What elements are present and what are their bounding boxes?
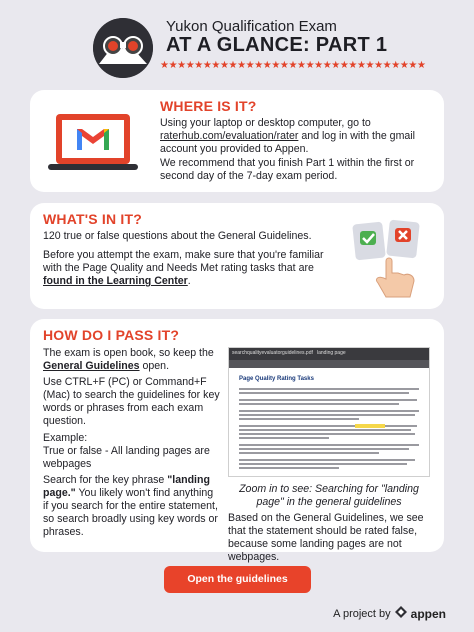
whats-paragraph-2: [43, 249, 333, 288]
binoculars-logo-icon: [93, 18, 153, 78]
example-text: True or false - All landing pages are webpages: [43, 445, 210, 470]
where-heading: WHERE IS IT?: [160, 98, 257, 114]
pass-text-a: The exam is open book, so keep the: [43, 347, 214, 359]
screenshot-heading: Page Quality Rating Tasks: [239, 376, 314, 382]
pass-text-d: You likely won't find anything if you search for the entire statement, so search broadly using key words or phrases.: [43, 487, 218, 538]
learning-center-link[interactable]: found in the Learning Center: [43, 275, 188, 287]
landing-page-phrase: "landing page.": [43, 474, 210, 499]
pass-text-b: open.: [139, 360, 170, 372]
appen-logo-icon: [395, 606, 407, 621]
screenshot-text-lines: [239, 388, 423, 474]
laptop-gmail-icon: [46, 112, 140, 181]
pass-paragraph-5: Based on the General Guidelines, we see that the statement should be rated false, because some landing pages are not webpages.: [228, 512, 424, 563]
guidelines-screenshot: [228, 347, 430, 477]
pass-card: [30, 319, 444, 563]
open-guidelines-button[interactable]: Open the guidelines: [164, 566, 311, 593]
true-false-hand-icon: [348, 217, 426, 306]
header: [0, 0, 474, 84]
raterhub-link[interactable]: raterhub.com/evaluation/rater: [160, 130, 299, 142]
whats-text-b: .: [187, 275, 191, 287]
whats-card: [30, 203, 444, 309]
screenshot-tab: searchqualityevaluatorguidelines.pdf: [232, 350, 313, 356]
screenshot-searchbar: [229, 360, 429, 368]
screenshot-search-term: landing page: [317, 350, 346, 356]
page-title: AT A GLANCE: PART 1: [166, 34, 388, 56]
whats-text-a: Before you attempt the exam, make sure that you're familiar with the Page Quality and Needs Met rating tasks that are: [43, 249, 324, 274]
whats-heading: WHAT'S IN IT?: [43, 211, 142, 227]
example-label: Example:: [43, 432, 88, 444]
footer: [333, 606, 446, 621]
screenshot-toolbar: [229, 348, 429, 360]
footer-brand[interactable]: appen: [410, 606, 446, 621]
where-card: [30, 90, 444, 192]
pass-text-c: Search for the key phrase: [43, 474, 168, 486]
where-paragraph-1: [160, 117, 430, 156]
pass-heading: HOW DO I PASS IT?: [43, 327, 180, 343]
pass-paragraph-1: [43, 347, 221, 373]
exam-subtitle: Yukon Qualification Exam: [166, 18, 337, 35]
screenshot-caption: Zoom in to see: Searching for "landing page" in the general guidelines: [239, 483, 419, 508]
footer-prefix: A project by: [333, 607, 391, 620]
general-guidelines-link[interactable]: General Guidelines: [43, 360, 140, 372]
star-divider: ★★★★★★★★★★★★★★★★★★★★★★★★★★★★★★★: [160, 60, 426, 71]
where-text-a: Using your laptop or desktop computer, go to: [160, 117, 371, 129]
whats-paragraph-1: 120 true or false questions about the General Guidelines.: [43, 230, 312, 242]
where-text-b: and log in with the gmail account you provided to Appen.: [160, 130, 415, 155]
pass-paragraph-4: [43, 474, 221, 539]
pass-paragraph-2: Use CTRL+F (PC) or Command+F (Mac) to search the guidelines for key words or phrases from each exam question.: [43, 376, 220, 427]
where-paragraph-2: We recommend that you finish Part 1 within the first or second day of the 7-day exam period.: [160, 157, 415, 182]
